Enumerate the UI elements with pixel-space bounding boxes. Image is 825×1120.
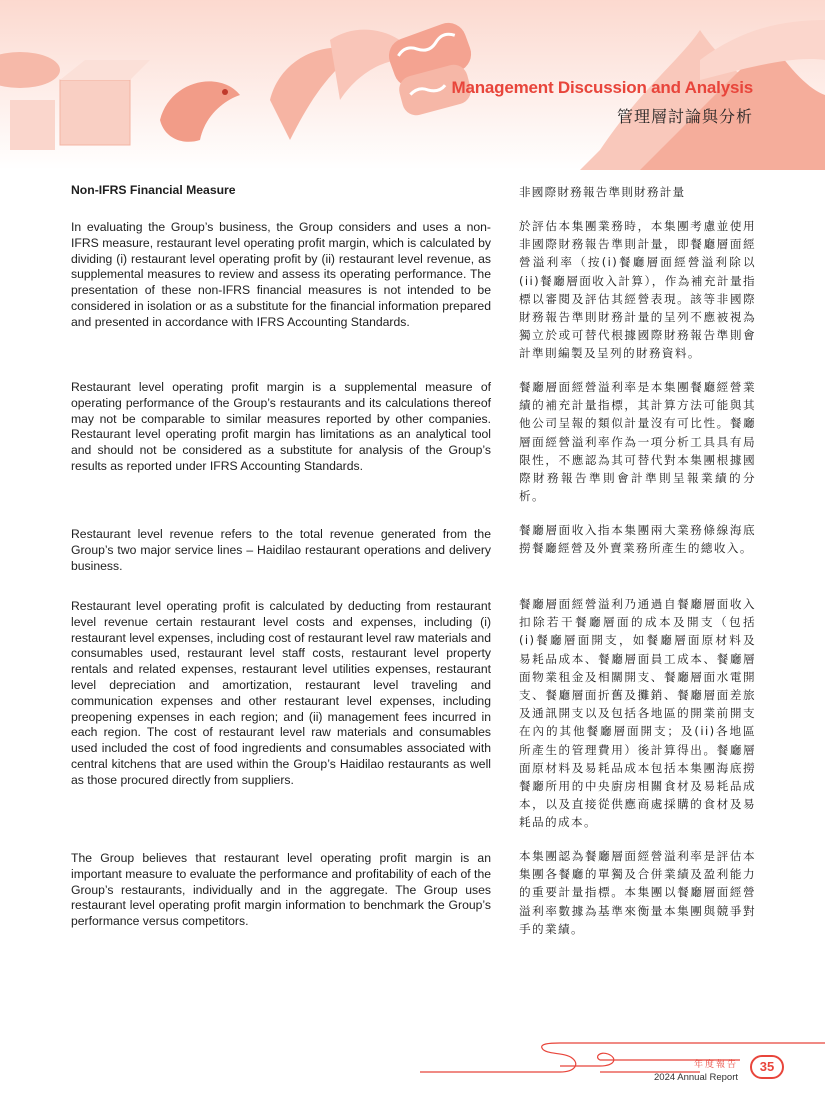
paragraph-en-1: In evaluating the Group’s business, the Group considers and uses a non-IFRS measure, restaurant level operating profit margin, which is calculated by dividing (i) restaurant level operating profit by (ii) restaurant level revenue, as supplemental measures to review and assess its operating performance. The presentation of these non-IFRS financial measures is not intended to be considered in isolation or as a substitute for the financial information prepared and presented in accordance with IFRS Accounting Standards. (71, 220, 491, 329)
paragraph-en-4: Restaurant level operating profit is calculated by deducting from restaurant level revenue certain restaurant level costs and expenses, including (i) restaurant level expenses, including cost of restaurant level raw materials and consumables used, restaurant level staff costs, restaurant level property rentals and related expenses, restaurant level utilities expenses, restaurant level depreciation and amortization, restaurant level traveling and communication expenses and other restaurant level expenses, including preopening expenses in each region; and (ii) management fees incurred in each region. The cost of restaurant level raw materials and consumables used included the cost of food ingredients and consumables associated with central kitchens that are used within the Group’s Haidilao restaurants as well as those procured directly from suppliers. (71, 599, 491, 787)
paragraph-zh-1: 於評估本集團業務時，本集團考慮並使用非國際財務報告準則計量，即餐廳層面經營溢利率（按(i)餐廳層面經營溢利除以(ii)餐廳層面收入計算），作為補充計量指標以審閱及評估其經營表現。該等非國際財務報告準則財務計量的呈列不應被視為獨立於或可替代根據國際財務報告準則會計準則編製及呈列的財務資料。 (519, 219, 756, 361)
report-title-zh: 年度報告 (693, 1060, 738, 1070)
section-title-en: Management Discussion and Analysis (451, 78, 753, 97)
paragraph-zh-4: 餐廳層面經營溢利乃通過自餐廳層面收入扣除若干餐廳層面的成本及開支（包括(i)餐廳層面開支，如餐廳層面原材料及易耗品成本、餐廳層面員工成本、餐廳層面物業租金及相關開支、餐廳層面水電開支、餐廳層面折舊及攤銷、餐廳層面差旅及通訊開支以及包括各地區的開業前開支在內的其他餐廳層面開支；及(ii)各地區所產生的管理費用）後計算得出。餐廳層面原材料及易耗品成本包括本集團海底撈餐廳所用的中央廚房相關食材及易耗品成本，以及直接從供應商處採購的食材及易耗品的成本。 (519, 597, 756, 830)
english-column (71, 183, 491, 929)
paragraph-zh-5: 本集團認為餐廳層面經營溢利率是評估本集團各餐廳的單獨及合併業績及盈利能力的重要計量指標。本集團以餐廳層面經營溢利率數據為基準來衡量本集團與競爭對手的業績。 (519, 849, 756, 936)
paragraph-zh-2: 餐廳層面經營溢利率是本集團餐廳經營業績的補充計量指標，其計算方法可能與其他公司呈報的類似計量沒有可比性。餐廳層面經營溢利率作為一項分析工具具有局限性，不應認為其可替代對本集團根據國際財務報告準則會計準則呈報業績的分析。 (519, 380, 756, 504)
paragraph-zh-3: 餐廳層面收入指本集團兩大業務條線海底撈餐廳經營及外賣業務所產生的總收入。 (519, 523, 756, 556)
section-title-zh: 管理層討論與分析 (616, 107, 753, 126)
heading-zh: 非國際財務報告準則財務計量 (519, 185, 686, 199)
paragraph-en-2: Restaurant level operating profit margin is a supplemental measure of operating performance of the Group’s restaurants and its calculations thereof may not be comparable to similar measures reported by other companies. Restaurant level operating profit margin has limitations as an analytical tool and should not be considered as a substitute for analysis of the Group’s results as reported under IFRS Accounting Standards. (71, 380, 491, 473)
paragraph-en-5: The Group believes that restaurant level operating profit margin is an important measure to evaluate the performance and profitability of each of the Group’s restaurants, individually and in the aggregate. The Group uses restaurant level operating profit margin information to benchmark the Group’s performance versus competitors. (71, 851, 491, 929)
heading-en: Non-IFRS Financial Measure (71, 183, 236, 197)
report-title-en: 2024 Annual Report (654, 1072, 738, 1083)
chinese-column (519, 183, 756, 936)
paragraph-en-3: Restaurant level revenue refers to the total revenue generated from the Group’s two major service lines – Haidilao restaurant operations and delivery business. (71, 527, 491, 573)
page-header (452, 78, 754, 127)
footer-report (654, 1057, 738, 1083)
page-number: 35 (750, 1055, 784, 1079)
